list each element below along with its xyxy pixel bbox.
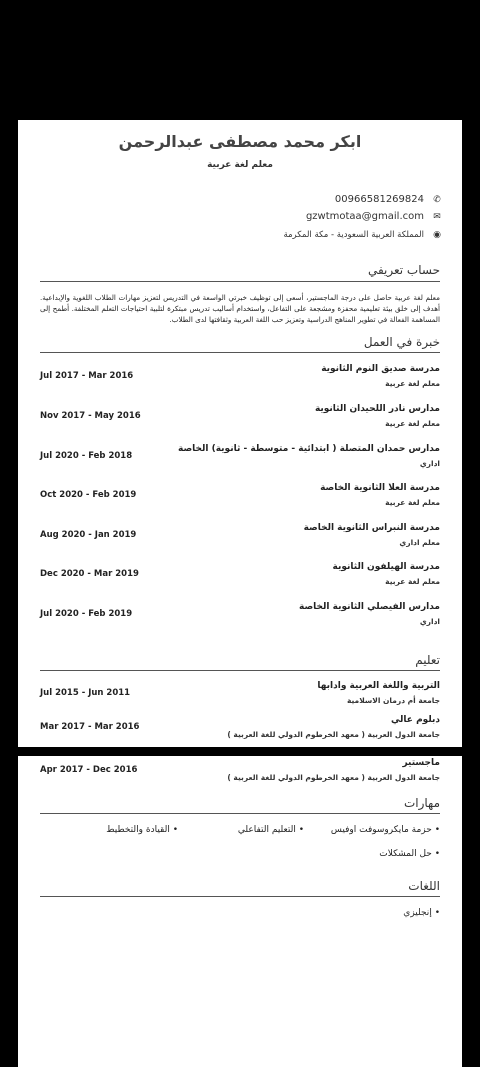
location-icon: ◉: [433, 230, 441, 240]
experience-section-title: خبرة في العمل: [363, 335, 440, 349]
experience-role: معلم لغة عربية: [385, 577, 440, 586]
experience-role: معلم لغة عربية: [385, 419, 440, 428]
education-date: Jul 2015 - Jun 2011: [40, 688, 131, 698]
contact-location-row: [283, 230, 442, 240]
experience-entry: [40, 562, 440, 592]
skill-item: • حل المشكلات: [379, 849, 440, 859]
contact-email-row: [306, 211, 442, 222]
languages-divider: [40, 896, 440, 897]
candidate-role: معلم لغة عربية: [207, 160, 273, 170]
profile-divider: [40, 281, 440, 282]
skills-section-title: مهارات: [403, 796, 440, 810]
phone-icon: ✆: [433, 194, 441, 205]
education-institution: جامعة الدول العربية ( معهد الخرطوم الدولي للغة العربية ): [227, 773, 440, 782]
skills-divider: [40, 813, 440, 814]
experience-entry: [40, 364, 440, 394]
profile-summary: معلم لغة عربية حاصل على درجة الماجستير، أسعى إلى توظيف خبرتي الواسعة في التدريس لتعزيز مهارات الطلاب اللغوية والإبداعية. أهدف إلى خلق بيئة تعليمية محفزة ومشجعة على التفاعل، واستخدام أساليب تدريس مبتكرة لتلبية احتياجات التعلم المختلفة. أطمح إلى المساهمة الفعالة في تطوير المناهج الدراسية وتعزيز حب اللغة العربية وثقافتها لدى الطلاب.: [40, 293, 440, 324]
education-date: Apr 2017 - Dec 2016: [40, 765, 138, 775]
experience-role: معلم اداري: [399, 538, 440, 547]
education-degree: ماجستير: [402, 758, 440, 768]
experience-org: مدرسة النبراس الثانوية الخاصة: [303, 523, 440, 533]
experience-org: مدرسة العلا الثانوية الخاصة: [320, 483, 440, 493]
experience-org: مدارس الفيصلي الثانوية الخاصة: [299, 602, 440, 612]
skill-item: • حزمة مايكروسوفت اوفيس: [330, 825, 440, 835]
location-text: المملكة العربية السعودية - مكة المكرمة: [283, 230, 424, 240]
email-icon: ✉: [433, 211, 441, 222]
education-entry: [40, 681, 440, 711]
education-degree: التربية واللغة العربية وادابها: [317, 681, 440, 691]
experience-role: معلم لغة عربية: [385, 498, 440, 507]
experience-date: Dec 2020 - Mar 2019: [40, 569, 139, 579]
languages-section-title: اللغات: [408, 879, 440, 893]
education-entry: [40, 715, 440, 745]
experience-entry: [40, 523, 440, 553]
skill-item: • القيادة والتخطيط: [106, 825, 178, 835]
experience-date: Jul 2017 - Mar 2016: [40, 371, 134, 381]
experience-org: مدرسة الهيلفون الثانوية: [332, 562, 440, 572]
candidate-name: ابكر محمد مصطفى عبدالرحمن: [118, 132, 362, 151]
education-institution: جامعة الدول العربية ( معهد الخرطوم الدولي للغة العربية ): [227, 730, 440, 739]
resume-page-2: [18, 756, 462, 1067]
phone-number: 00966581269824: [334, 194, 424, 205]
experience-divider: [40, 352, 440, 353]
experience-org: مدارس نادر اللحيدان الثانوية: [314, 404, 440, 414]
education-date: Mar 2017 - Mar 2016: [40, 722, 140, 732]
experience-entry: [40, 602, 440, 632]
experience-org: مدارس حمدان المتصلة ( ابتدائية - متوسطة - ثانوية) الخاصة: [177, 444, 440, 454]
experience-date: Nov 2017 - May 2016: [40, 411, 141, 421]
education-degree: دبلوم عالي: [390, 715, 440, 725]
experience-entry: [40, 483, 440, 513]
experience-date: Aug 2020 - Jan 2019: [40, 530, 137, 540]
education-institution: جامعة أم درمان الاسلامية: [346, 696, 440, 705]
experience-role: معلم لغة عربية: [385, 379, 440, 388]
experience-entry: [40, 404, 440, 434]
experience-date: Jul 2020 - Feb 2018: [40, 451, 133, 461]
education-section-title: تعليم: [415, 653, 440, 667]
experience-org: مدرسة صديق النوم الثانوية: [321, 364, 440, 374]
profile-section-title: حساب تعريفي: [367, 263, 440, 277]
email-address: gzwtmotaa@gmail.com: [305, 211, 424, 222]
experience-entry: [40, 444, 440, 474]
skill-item: • التعليم التفاعلي: [237, 825, 304, 835]
education-divider: [40, 670, 440, 671]
experience-role: اداري: [419, 459, 440, 468]
experience-date: Oct 2020 - Feb 2019: [40, 490, 137, 500]
education-entry: [40, 758, 440, 788]
contact-phone-row: [335, 194, 442, 205]
experience-date: Jul 2020 - Feb 2019: [40, 609, 133, 619]
language-item: • إنجليزي: [403, 908, 440, 918]
experience-role: اداري: [419, 617, 440, 626]
resume-page-1: [18, 120, 462, 747]
